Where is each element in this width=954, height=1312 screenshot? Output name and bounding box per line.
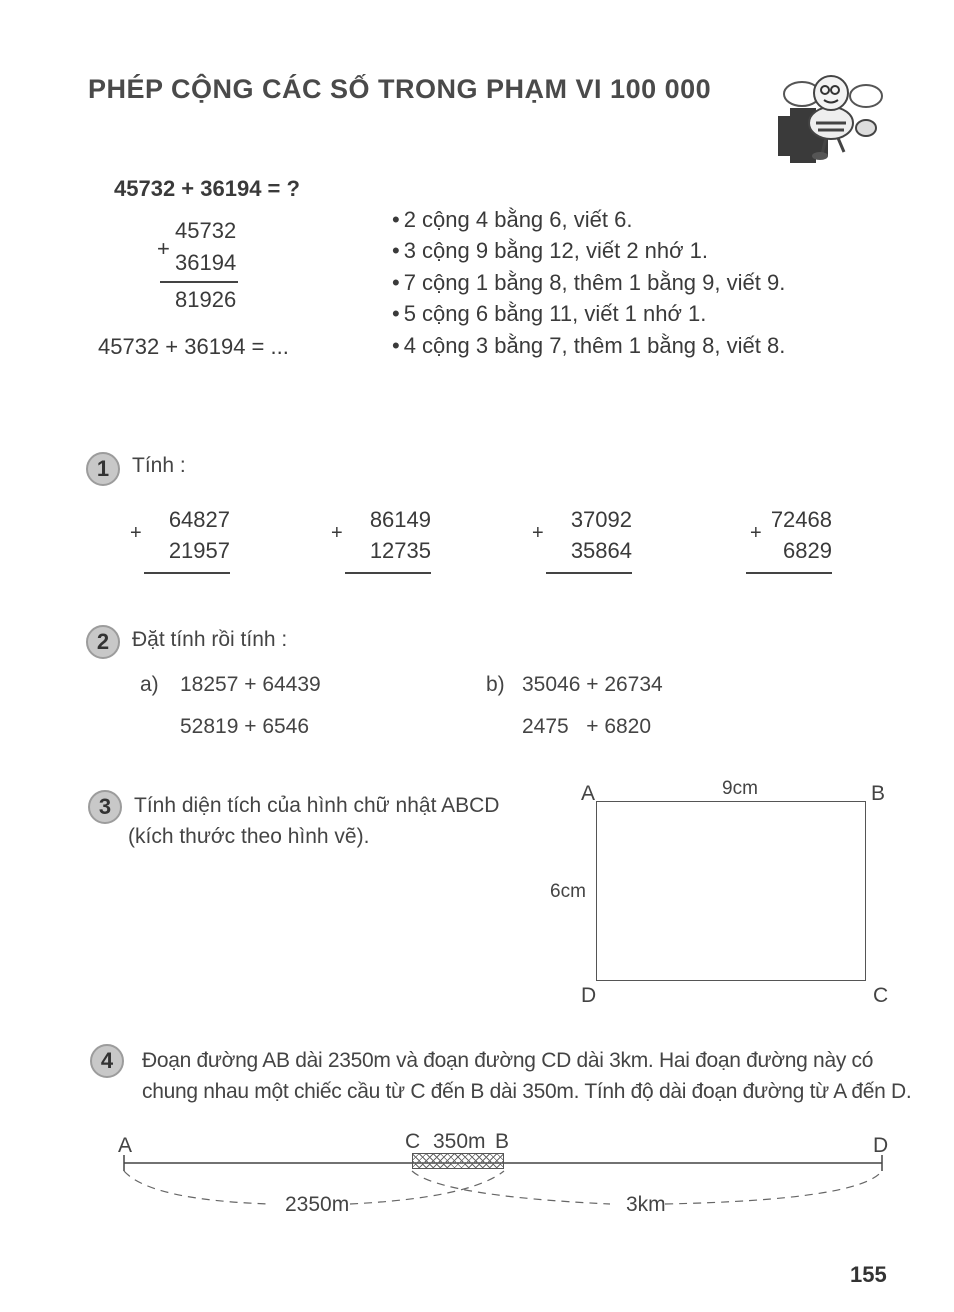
exercise-2-badge: 2 xyxy=(86,625,120,659)
step-3: • 7 cộng 1 bằng 8, thêm 1 bằng 9, viết 9. xyxy=(392,270,785,296)
road-label-d: D xyxy=(873,1134,889,1157)
ex2-a1: 18257 + 64439 xyxy=(180,673,321,696)
example-question: 45732 + 36194 = ? xyxy=(114,176,300,201)
example-plus-sign: + xyxy=(157,236,170,261)
example-sum: 81926 xyxy=(175,287,237,312)
rect-label-d: D xyxy=(581,984,597,1007)
ex2-b2: 2475 + 6820 xyxy=(522,715,652,738)
exercise-4-line-2: chung nhau một chiếc cầu từ C đến B dài 350m. Tính độ dài đoạn đường từ A đến D. xyxy=(142,1080,912,1103)
ex2-b-label: b) xyxy=(486,673,505,696)
ex1-p1-plus: + xyxy=(130,522,142,544)
page-title: PHÉP CỘNG CÁC SỐ TRONG PHẠM VI 100 000 xyxy=(88,74,712,104)
road-label-bridge: 350m xyxy=(433,1130,486,1153)
ex2-a-label: a) xyxy=(140,673,159,696)
exercise-3-badge: 3 xyxy=(88,790,122,824)
ex1-p3-a: 37092 xyxy=(570,507,632,532)
ex2-b1: 35046 + 26734 xyxy=(522,673,663,696)
road-label-a: A xyxy=(118,1134,133,1157)
rect-width-label: 9cm xyxy=(722,778,758,799)
ex1-p4-b: 6829 xyxy=(783,538,832,563)
ex2-a2: 52819 + 6546 xyxy=(180,715,310,738)
step-5: • 4 cộng 3 bằng 7, thêm 1 bằng 8, viết 8. xyxy=(392,333,785,359)
ex1-p4-plus: + xyxy=(750,522,762,544)
ex1-p2-b: 12735 xyxy=(369,538,431,563)
exercise-4-line-1: Đoạn đường AB dài 2350m và đoạn đường CD dài 3km. Hai đoạn đường này có xyxy=(142,1049,874,1072)
rect-height-label: 6cm xyxy=(550,881,586,902)
ex1-p1-b: 21957 xyxy=(168,538,230,563)
road-label-ab-length: 2350m xyxy=(285,1193,350,1216)
road-label-c: C xyxy=(405,1130,421,1153)
rect-label-b: B xyxy=(871,782,886,805)
rect-label-a: A xyxy=(581,782,596,805)
exercise-3-line-2: (kích thước theo hình vẽ). xyxy=(128,825,370,848)
exercise-1-label: Tính : xyxy=(132,454,186,477)
rect-label-c: C xyxy=(873,984,889,1007)
road-label-cd-length: 3km xyxy=(626,1193,666,1216)
ex1-p3-plus: + xyxy=(532,522,544,544)
ex1-p2-plus: + xyxy=(331,522,343,544)
ex1-p4-a: 72468 xyxy=(770,507,832,532)
example-addend-2: 36194 xyxy=(175,250,237,275)
example-addend-1: 45732 xyxy=(175,218,237,243)
bridge-cb xyxy=(412,1153,504,1169)
ex1-p3-b: 35864 xyxy=(570,538,632,563)
exercise-4-badge: 4 xyxy=(90,1044,124,1078)
example-answer-line: 45732 + 36194 = ... xyxy=(98,334,289,359)
exercise-3-line-1: Tính diện tích của hình chữ nhật ABCD xyxy=(134,794,500,817)
step-2: • 3 cộng 9 bằng 12, viết 2 nhớ 1. xyxy=(392,238,708,264)
ex1-p2-a: 86149 xyxy=(369,507,431,532)
step-4: • 5 cộng 6 bằng 11, viết 1 nhớ 1. xyxy=(392,301,706,327)
page-number: 155 xyxy=(850,1262,887,1287)
exercise-2-label: Đặt tính rồi tính : xyxy=(132,628,288,651)
road-label-b: B xyxy=(495,1130,510,1153)
step-1: • 2 cộng 4 bằng 6, viết 6. xyxy=(392,207,632,233)
ex1-p1-a: 64827 xyxy=(168,507,230,532)
exercise-1-badge: 1 xyxy=(86,452,120,486)
